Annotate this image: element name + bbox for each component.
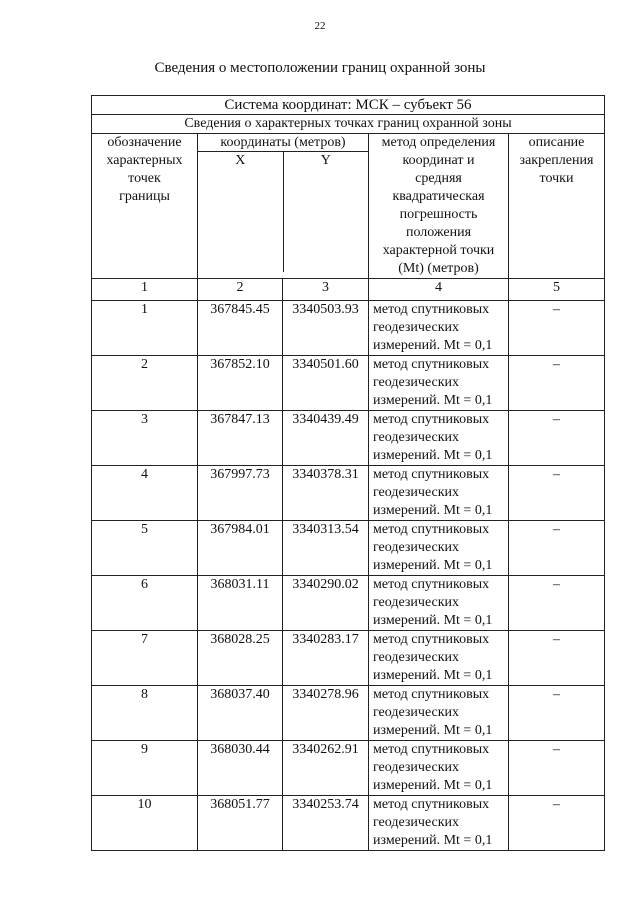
coordinate-x: 368030.44 (198, 741, 283, 796)
page-title: Сведения о местоположении границ охранной зоны (154, 60, 486, 76)
method-cell (369, 411, 509, 466)
method-line: метод спутниковых (373, 522, 490, 537)
description-cell: – (509, 686, 605, 741)
column-number-row (92, 279, 605, 301)
point-number: 9 (92, 741, 198, 796)
description-cell: – (509, 411, 605, 466)
header-description (509, 134, 605, 279)
header-description-line: описание (528, 135, 585, 150)
method-line: метод спутниковых (373, 742, 490, 757)
description-cell: – (509, 576, 605, 631)
header-method-line: погрешность (399, 207, 478, 222)
coordinate-x: 368051.77 (198, 796, 283, 851)
method-line: геодезических (373, 540, 460, 555)
method-line: геодезических (373, 595, 460, 610)
page-number: 22 (314, 20, 326, 32)
column-number: 5 (509, 279, 605, 301)
table-row (92, 356, 605, 411)
description-cell: – (509, 301, 605, 356)
method-cell (369, 631, 509, 686)
point-number: 5 (92, 521, 198, 576)
method-line: геодезических (373, 650, 460, 665)
method-cell (369, 686, 509, 741)
method-line: измерений. Mt = 0,1 (373, 503, 493, 518)
method-cell (369, 796, 509, 851)
column-number: 2 (198, 279, 283, 301)
header-designation (92, 134, 198, 279)
method-cell (369, 301, 509, 356)
coordinate-y: 3340503.93 (283, 301, 369, 356)
method-line: измерений. Mt = 0,1 (373, 558, 493, 573)
coordinate-y: 3340283.17 (283, 631, 369, 686)
method-line: метод спутниковых (373, 467, 490, 482)
method-line: геодезических (373, 815, 460, 830)
method-line: измерений. Mt = 0,1 (373, 338, 493, 353)
column-number: 3 (283, 279, 369, 301)
point-number: 1 (92, 301, 198, 356)
description-cell: – (509, 796, 605, 851)
point-number: 2 (92, 356, 198, 411)
header-method (369, 134, 509, 279)
method-line: метод спутниковых (373, 577, 490, 592)
method-line: измерений. Mt = 0,1 (373, 778, 493, 793)
method-line: геодезических (373, 705, 460, 720)
method-line: геодезических (373, 430, 460, 445)
method-line: метод спутниковых (373, 357, 490, 372)
description-cell: – (509, 741, 605, 796)
method-line: измерений. Mt = 0,1 (373, 393, 493, 408)
header-method-line: координат и (402, 153, 475, 168)
table-row (92, 741, 605, 796)
coordinate-y: 3340501.60 (283, 356, 369, 411)
point-number: 6 (92, 576, 198, 631)
header-x: X (198, 152, 284, 272)
header-description-line: закрепления (519, 153, 594, 168)
header-coordinates (198, 134, 369, 279)
header-designation-line: границы (119, 189, 170, 204)
method-line: метод спутниковых (373, 632, 490, 647)
header-method-line: средняя (415, 171, 462, 186)
method-line: метод спутниковых (373, 687, 490, 702)
method-line: геодезических (373, 375, 460, 390)
table-row (92, 466, 605, 521)
header-method-line: положения (405, 225, 472, 240)
header-designation-line: точек (128, 171, 161, 186)
table-row (92, 686, 605, 741)
header-method-line: квадратическая (392, 189, 485, 204)
boundary-points-table (91, 95, 605, 851)
point-number: 10 (92, 796, 198, 851)
coordinate-y: 3340253.74 (283, 796, 369, 851)
header-y: Y (320, 153, 331, 168)
method-line: геодезических (373, 485, 460, 500)
table-row (92, 576, 605, 631)
column-header-row (92, 134, 605, 279)
coordinate-x: 367845.45 (198, 301, 283, 356)
table-row (92, 411, 605, 466)
coordinate-x: 367984.01 (198, 521, 283, 576)
coordinate-y: 3340290.02 (283, 576, 369, 631)
method-cell (369, 576, 509, 631)
point-number: 3 (92, 411, 198, 466)
column-number: 4 (369, 279, 509, 301)
description-cell: – (509, 521, 605, 576)
point-number: 7 (92, 631, 198, 686)
coordinate-y: 3340262.91 (283, 741, 369, 796)
coordinate-x: 367997.73 (198, 466, 283, 521)
method-cell (369, 466, 509, 521)
header-method-line: (Mt) (метров) (398, 261, 479, 276)
method-line: метод спутниковых (373, 412, 490, 427)
point-number: 8 (92, 686, 198, 741)
method-line: метод спутниковых (373, 797, 490, 812)
description-cell: – (509, 356, 605, 411)
coordinate-y: 3340378.31 (283, 466, 369, 521)
method-line: геодезических (373, 320, 460, 335)
table-row (92, 521, 605, 576)
column-number: 1 (92, 279, 198, 301)
coordinate-y: 3340439.49 (283, 411, 369, 466)
method-line: геодезических (373, 760, 460, 775)
coordinate-x: 368028.25 (198, 631, 283, 686)
method-line: измерений. Mt = 0,1 (373, 448, 493, 463)
table-row (92, 301, 605, 356)
method-line: измерений. Mt = 0,1 (373, 613, 493, 628)
header-designation-line: характерных (106, 153, 183, 168)
method-line: метод спутниковых (373, 302, 490, 317)
table-row (92, 631, 605, 686)
method-line: измерений. Mt = 0,1 (373, 833, 493, 848)
header-method-line: характерной точки (382, 243, 495, 258)
table-subtitle: Сведения о характерных точках границ охранной зоны (92, 115, 605, 134)
description-cell: – (509, 466, 605, 521)
method-line: измерений. Mt = 0,1 (373, 723, 493, 738)
method-cell (369, 521, 509, 576)
header-coordinates-label: координаты (метров) (220, 135, 346, 150)
coordinate-x: 368037.40 (198, 686, 283, 741)
point-number: 4 (92, 466, 198, 521)
method-cell (369, 741, 509, 796)
header-description-line: точки (539, 171, 574, 186)
method-line: измерений. Mt = 0,1 (373, 668, 493, 683)
header-designation-line: обозначение (107, 135, 182, 150)
table-row (92, 796, 605, 851)
description-cell: – (509, 631, 605, 686)
coordinate-x: 367852.10 (198, 356, 283, 411)
header-method-line: метод определения (381, 135, 496, 150)
coordinate-y: 3340278.96 (283, 686, 369, 741)
method-cell (369, 356, 509, 411)
coordinate-x: 368031.11 (198, 576, 283, 631)
coordinate-system-header: Система координат: МСК – субъект 56 (92, 96, 605, 115)
coordinate-x: 367847.13 (198, 411, 283, 466)
coordinate-y: 3340313.54 (283, 521, 369, 576)
